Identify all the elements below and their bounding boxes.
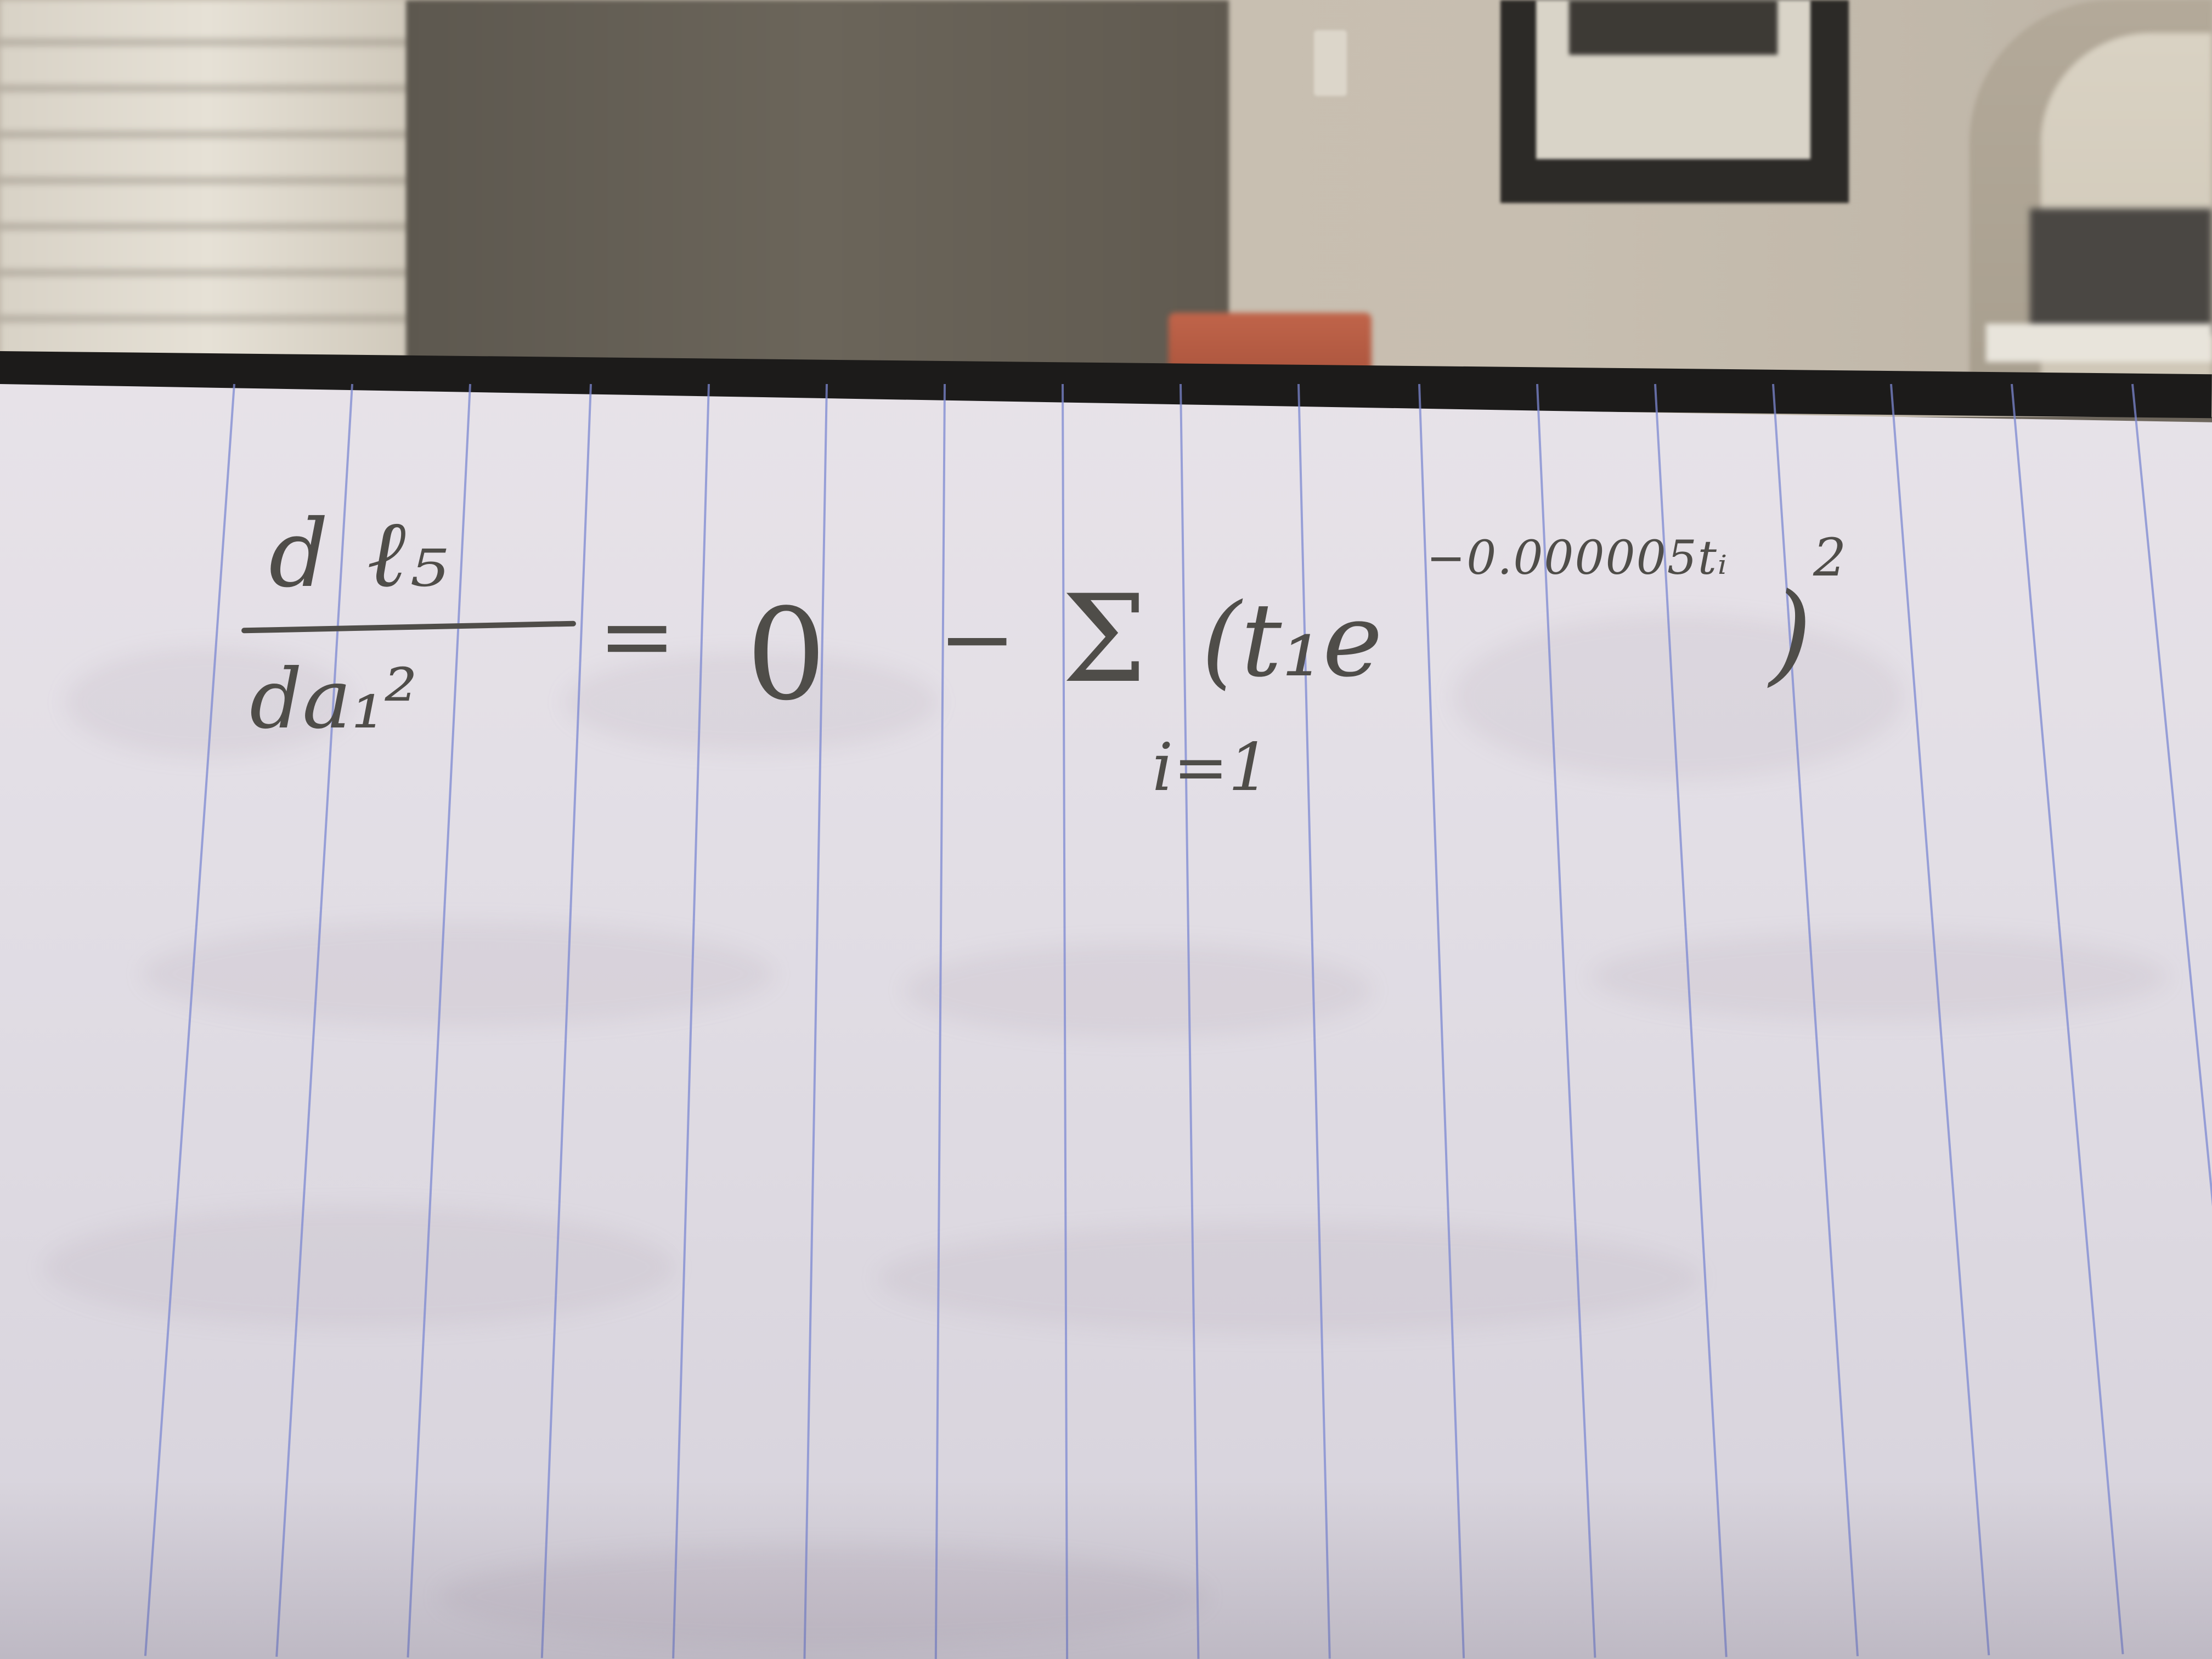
equation-numerator: d ℓ₅ [269,500,452,608]
dark-wall-panel [406,0,1229,384]
minus-sign: − [938,585,1017,693]
equals-sign: = [598,582,676,691]
paper-shadow [0,1481,2212,1659]
power-exponent: 2 [1813,528,1847,588]
bleed-through-mark [44,1207,675,1328]
bleed-through-mark [905,944,1372,1037]
sum-index: i=1 [1152,730,1271,806]
exponent-term: −0.000005tᵢ [1426,531,1729,585]
kitchen-appliance [2030,208,2212,335]
summation-symbol: Σ [1062,569,1147,709]
kitchen-counter [1986,324,2212,362]
bleed-through-mark [143,922,774,1026]
equation-denominator: da₁² [250,652,417,747]
picture-frame-artwork [1569,0,1778,55]
summand-term: (t₁e [1201,581,1383,699]
light-switch [1314,30,1347,96]
painted-brick-wall [0,0,417,395]
zero-term: 0 [746,582,827,729]
closing-parenthesis: ) [1769,569,1813,697]
bleed-through-mark [1591,933,2167,1020]
bleed-through-mark [1454,614,1904,779]
